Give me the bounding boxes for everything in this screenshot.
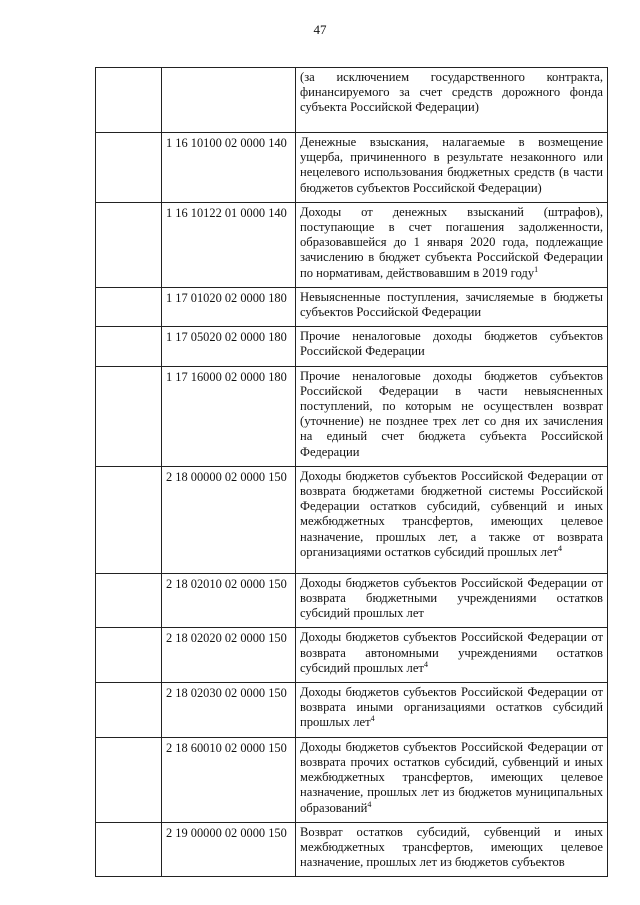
income-code-cell: 1 17 01020 02 0000 180 — [162, 287, 296, 326]
admin-code-cell — [96, 68, 162, 133]
table-row — [96, 202, 608, 287]
table-row — [96, 366, 608, 466]
table-row — [96, 573, 608, 628]
income-code-cell: 2 18 02010 02 0000 150 — [162, 573, 296, 628]
income-name-text: Доходы бюджетов субъектов Российской Федерации от возврата бюджетами бюджетной системы Российской Федерации остатков субсидий, субвенций и иных межбюджетных трансфертов, имеющих целевое назначение, прошлых лет, а также от возврата организациями остатков субсидий прошлых лет — [300, 468, 603, 559]
income-code-cell: 1 17 16000 02 0000 180 — [162, 366, 296, 466]
income-name-cell — [296, 737, 608, 822]
admin-code-cell — [96, 366, 162, 466]
income-name-text: Возврат остатков субсидий, субвенций и иных межбюджетных трансфертов, имеющих целевое назначение, прошлых лет из бюджетов субъектов — [300, 824, 603, 870]
income-name-cell — [296, 366, 608, 466]
admin-code-cell — [96, 683, 162, 738]
income-code-cell: 2 18 02020 02 0000 150 — [162, 628, 296, 683]
table-row — [96, 287, 608, 326]
income-name-cell — [296, 822, 608, 877]
income-name-text: Доходы от денежных взысканий (штрафов), поступающие в счет погашения задолженности, образовавшейся до 1 января 2020 года, подлежащие зачислению в бюджет субъекта Российской Федерации по нормативам, действовавшим в 2019 году — [300, 204, 603, 280]
table-row — [96, 822, 608, 877]
income-code-cell: 1 16 10100 02 0000 140 — [162, 133, 296, 203]
income-name-cell — [296, 133, 608, 203]
income-name-cell — [296, 466, 608, 573]
income-code-cell: 1 16 10122 01 0000 140 — [162, 202, 296, 287]
table-row — [96, 133, 608, 203]
income-name-text: Прочие неналоговые доходы бюджетов субъектов Российской Федерации в части невыясненных поступлений, по которым не осуществлен возврат (уточнение) не позднее трех лет со дня их зачисления на единый счет бюджета субъекта Российской Федерации — [300, 368, 603, 459]
income-code-cell: 1 17 05020 02 0000 180 — [162, 327, 296, 366]
admin-code-cell — [96, 202, 162, 287]
footnote-marker: 4 — [367, 799, 372, 809]
footnote-marker: 4 — [557, 543, 562, 553]
admin-code-cell — [96, 628, 162, 683]
table-row — [96, 327, 608, 366]
income-code-cell: 2 18 60010 02 0000 150 — [162, 737, 296, 822]
table-row — [96, 683, 608, 738]
admin-code-cell — [96, 737, 162, 822]
income-name-cell — [296, 68, 608, 133]
income-name-text: Доходы бюджетов субъектов Российской Федерации от возврата автономными учреждениями остатков субсидий прошлых лет — [300, 630, 603, 675]
table-row — [96, 68, 608, 133]
income-code-cell: 2 18 02030 02 0000 150 — [162, 683, 296, 738]
income-name-cell — [296, 628, 608, 683]
footnote-marker: 4 — [370, 714, 375, 724]
table-row — [96, 628, 608, 683]
income-name-text: Доходы бюджетов субъектов Российской Федерации от возврата иными организациями остатков субсидий прошлых лет — [300, 685, 603, 730]
income-name-text: (за исключением государственного контракта, финансируемого за счет средств дорожного фонда субъекта Российской Федерации) — [300, 70, 603, 115]
admin-code-cell — [96, 822, 162, 877]
income-name-cell — [296, 287, 608, 326]
admin-code-cell — [96, 287, 162, 326]
income-name-text: Невыясненные поступления, зачисляемые в бюджеты субъектов Российской Федерации — [300, 289, 603, 320]
budget-classification-table — [95, 67, 608, 877]
income-name-text: Доходы бюджетов субъектов Российской Федерации от возврата бюджетными учреждениями остатков субсидий прошлых лет — [300, 575, 603, 621]
admin-code-cell — [96, 573, 162, 628]
income-name-cell — [296, 327, 608, 366]
admin-code-cell — [96, 466, 162, 573]
income-name-cell — [296, 683, 608, 738]
admin-code-cell — [96, 133, 162, 203]
income-name-cell — [296, 573, 608, 628]
page-number: 47 — [313, 22, 327, 37]
admin-code-cell — [96, 327, 162, 366]
table-row — [96, 737, 608, 822]
income-name-cell — [296, 202, 608, 287]
income-code-cell: 2 19 00000 02 0000 150 — [162, 822, 296, 877]
income-name-text: Денежные взыскания, налагаемые в возмещение ущерба, причиненного в результате незаконного или нецелевого использования бюджетных средств (в части бюджетов субъектов Российской Федерации) — [300, 135, 603, 195]
income-code-cell — [162, 68, 296, 133]
table-row — [96, 466, 608, 573]
footnote-marker: 4 — [423, 659, 428, 669]
income-name-text: Доходы бюджетов субъектов Российской Федерации от возврата прочих остатков субсидий, субвенций и иных межбюджетных трансфертов, имеющих целевое назначение, прошлых лет из бюджетов муниципальных образований — [300, 739, 603, 815]
income-name-text: Прочие неналоговые доходы бюджетов субъектов Российской Федерации — [300, 329, 603, 359]
income-code-cell: 2 18 00000 02 0000 150 — [162, 466, 296, 573]
footnote-marker: 1 — [534, 264, 539, 274]
